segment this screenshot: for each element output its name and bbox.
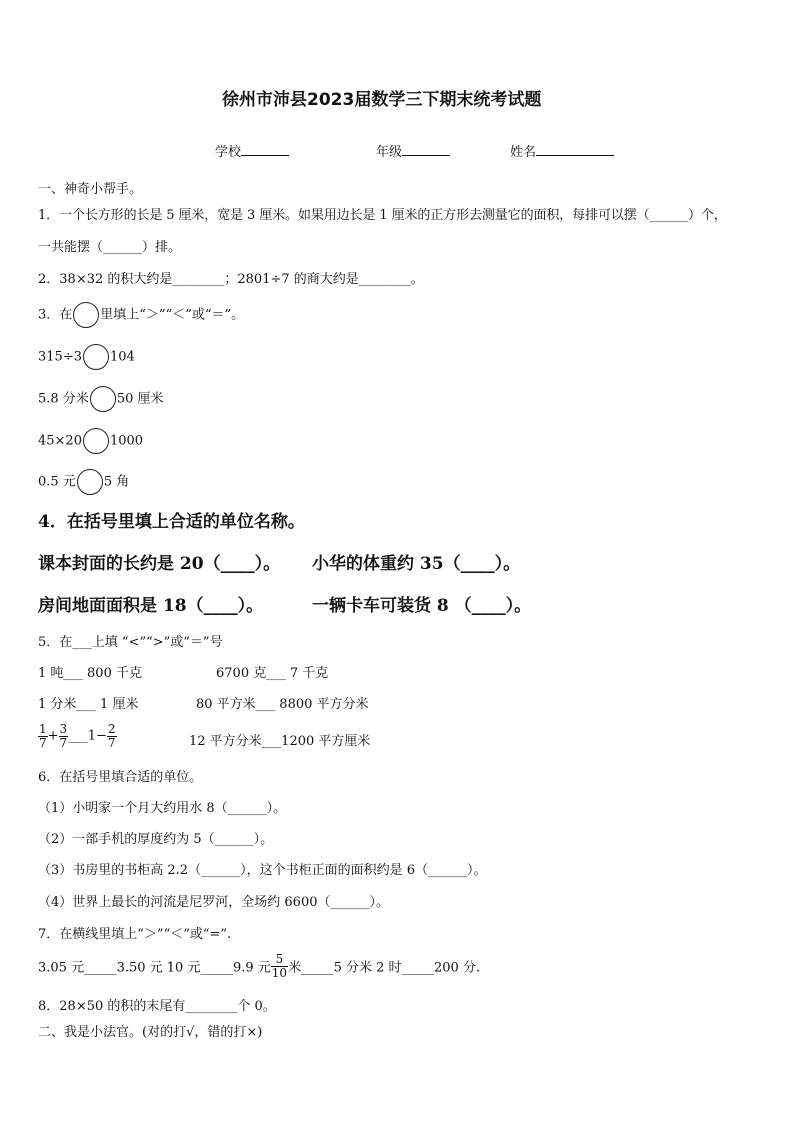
name-label: 姓名 [510,145,537,160]
q2: 2．38×32 的积大约是________；2801÷7 的商大约是________。 [38,272,424,287]
q1-line2: 一共能摆（______）排。 [38,240,182,255]
q5-row3-b: 12 平方分米___1200 平方厘米 [189,734,371,749]
q1-line1: 1．一个长方形的长是 5 厘米，宽是 3 厘米。如果用边长是 1 厘米的正方形去测量它的面积，每排可以摆（______）个， [38,208,727,223]
q5-row1-a: 1 吨___ 800 千克 [38,666,142,681]
q3-item-left: 45×20 [38,433,82,449]
q7-heading: 7．在横线里填上“＞”“＜”或“=”. [38,927,232,942]
q3-item [38,344,135,370]
q5-heading: 5．在___上填 “<”“>”或“＝”号 [38,635,223,650]
section1-heading: 一、神奇小帮手。 [38,182,143,197]
q3-item [38,386,164,412]
q4-line1-a: 课本封面的长约是 20（____）。 [38,554,281,574]
q6-item: （4）世界上最长的河流是尼罗河，全场约 6600（______）。 [38,895,389,910]
q3-item-right: 50 厘米 [116,391,164,407]
q3-item-right: 1000 [109,433,144,449]
q3-item-left: 5.8 分米 [38,391,89,407]
section2-heading: 二、我是小法官。(对的打√，错的打×) [38,1025,263,1040]
q3-item-right: 104 [109,349,135,365]
q8: 8．28×50 的积的末尾有________个 0。 [38,999,276,1014]
q3-prefix: 3．在 [38,307,73,323]
q3-item [38,469,129,495]
q3-item-left: 0.5 元 [38,474,76,490]
compare-circle[interactable] [90,386,116,412]
q3-item-left: 315÷3 [38,349,82,365]
q5-row2-b: 80 平方米___ 8800 平方分米 [196,697,369,712]
compare-circle[interactable] [83,428,109,454]
q5-row1-b: 6700 克___ 7 千克 [216,666,329,681]
q6-item: （2）一部手机的厚度约为 5（______）。 [38,832,274,847]
compare-circle[interactable] [73,302,99,328]
school-blank[interactable] [241,143,289,156]
q5-fraction-expression: $\frac{1}{7}$ + $\frac{3}{7}$ ___1− $\frac{2}{7}$ [39,722,116,750]
fraction: $\frac{1}{7}$ [39,722,47,750]
compare-circle[interactable] [83,344,109,370]
q7-part1: 3.05 元_____3.50 元 10 元_____9.9 元 [38,960,271,976]
q4-line2-a: 房间地面面积是 18（____）。 [38,596,264,616]
q3-suffix: 里填上“＞”“＜”或“＝”。 [100,307,245,323]
name-blank[interactable] [536,143,614,156]
q6-item: （3）书房里的书柜高 2.2（______），这个书柜正面的面积约是 6（______）。 [38,863,487,878]
school-label: 学校 [215,145,242,160]
q3-prompt [38,302,244,328]
grade-label: 年级 [376,145,403,160]
grade-blank[interactable] [402,143,450,156]
q5-row2-a: 1 分米___ 1 厘米 [38,697,139,712]
q7-line [38,953,480,979]
page-title: 徐州市沛县2023届数学三下期末统考试题 [222,90,542,110]
fraction: $\frac{3}{7}$ [59,722,68,750]
q6-item: （1）小明家一个月大约用水 8（______）。 [38,801,287,816]
fraction: $\frac{5}{10}$ [271,952,288,980]
fraction: $\frac{2}{7}$ [107,722,116,750]
q4-line1-b: 小华的体重约 35（____）。 [312,554,521,574]
compare-circle[interactable] [77,469,103,495]
q7-part2: 米_____5 分米 2 时_____200 分. [288,960,481,976]
q4-heading: 4．在括号里填上合适的单位名称。 [38,512,305,532]
q4-line2-b: 一辆卡车可装货 8 （____）。 [312,596,532,616]
q3-item [38,428,143,454]
q3-item-right: 5 角 [103,474,130,490]
q6-heading: 6．在括号里填合适的单位。 [38,770,203,785]
